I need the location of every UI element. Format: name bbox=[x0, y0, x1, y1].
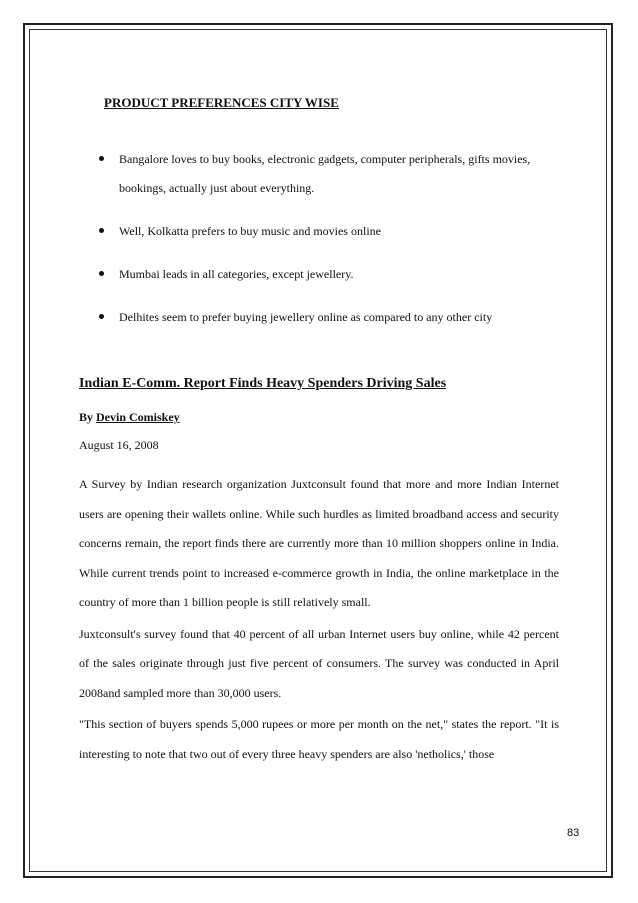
bullet-icon bbox=[99, 271, 104, 276]
article-title: Indian E-Comm. Report Finds Heavy Spenders Driving Sales bbox=[79, 376, 447, 391]
list-item bbox=[79, 303, 559, 332]
city-preferences-list bbox=[79, 145, 559, 346]
article-body bbox=[79, 470, 559, 771]
paragraph: A Survey by Indian research organization Juxtconsult found that more and more Indian Internet users are opening their wallets online. While such hurdles as limited broadband access and security concerns remain, the report finds there are currently more than 10 million shoppers online in India. While current trends point to increased e-commerce growth in India, the online marketplace in the country of more than 1 billion people is still relatively small. bbox=[79, 477, 559, 609]
list-item-text: Bangalore loves to buy books, electronic gadgets, computer peripherals, gifts movies, bookings, actually just about everything. bbox=[119, 152, 531, 195]
list-item bbox=[79, 217, 559, 246]
list-item bbox=[79, 145, 559, 203]
byline bbox=[79, 410, 180, 425]
page-number: 83 bbox=[567, 827, 580, 839]
bullet-icon bbox=[99, 314, 104, 319]
list-item-text: Delhites seem to prefer buying jewellery online as compared to any other city bbox=[119, 310, 493, 324]
section-title: PRODUCT PREFERENCES CITY WISE bbox=[104, 95, 339, 110]
paragraph: Juxtconsult's survey found that 40 percent of all urban Internet users buy online, while 42 percent of the sales originate through just five percent of consumers. The survey was conducted in April 2008and sampled more than 30,000 users. bbox=[79, 626, 559, 700]
author-link[interactable]: Devin Comiskey bbox=[96, 410, 180, 424]
byline-label: By bbox=[79, 410, 94, 424]
list-item-text: Mumbai leads in all categories, except jewellery. bbox=[119, 267, 354, 281]
paragraph: "This section of buyers spends 5,000 rupees or more per month on the net," states the report. "It is interesting to note that two out of every three heavy spenders are also 'netholics,' those bbox=[79, 717, 559, 761]
article-date: August 16, 2008 bbox=[79, 438, 159, 452]
list-item bbox=[79, 260, 559, 289]
bullet-icon bbox=[99, 156, 104, 161]
bullet-icon bbox=[99, 228, 104, 233]
list-item-text: Well, Kolkatta prefers to buy music and movies online bbox=[119, 224, 381, 238]
